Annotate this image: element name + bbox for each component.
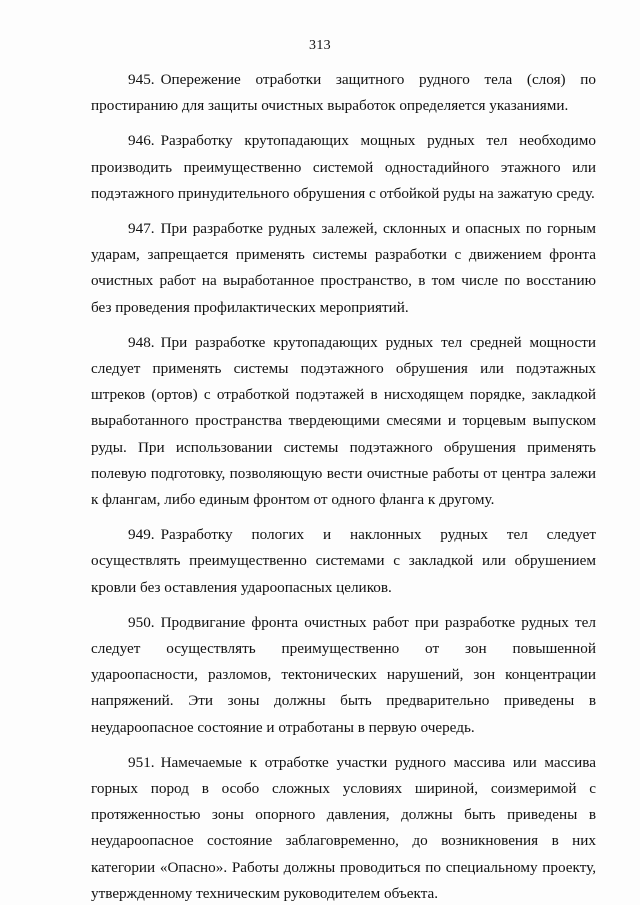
paragraph-number: 947.	[128, 220, 155, 238]
paragraph-949	[91, 522, 596, 601]
paragraph-946	[91, 128, 596, 207]
paragraph-number: 945.	[128, 71, 155, 88]
paragraph-text: Разработку пологих и наклонных рудных тел следует осуществлять преимущественно системами с закладкой или обрушением кровли без оставления удароопасных целиков.	[91, 526, 596, 596]
paragraph-text: Намечаемые к отработке участки рудного массива или массива горных пород в особо сложных условиях шириной, соизмеримой с протяженностью зоны опорного давления, должны быть приведены в неудароопасное состояние заблаговременно, до возникновения в них категории «Опасно». Работы должны проводиться по специальному проекту, утвержденному техническим руководителем объекта.	[91, 753, 596, 902]
paragraph-number: 948.	[128, 333, 155, 351]
document-body	[91, 67, 596, 916]
paragraph-945	[91, 67, 596, 119]
paragraph-948	[91, 330, 596, 513]
paragraph-number: 951.	[128, 753, 155, 771]
paragraph-number: 950.	[128, 613, 155, 631]
paragraph-number: 949.	[128, 526, 155, 544]
page-number: 313	[309, 38, 331, 53]
paragraph-text: Продвигание фронта очистных работ при разработке рудных тел следует осуществлять преимущественно от зон повышенной удароопасности, разломов, тектонических нарушений, зон концентрации напряжений. Эти зоны должны быть предварительно приведены в неудароопасное состояние и отработаны в первую очередь.	[91, 613, 596, 736]
paragraph-text: Опережение отработки защитного рудного тела (слоя) по простиранию для защиты очистных выработок определяется указаниями.	[91, 71, 596, 115]
paragraph-text: Разработку крутопадающих мощных рудных тел необходимо производить преимущественно системой одностадийного этажного или подэтажного принудительного обрушения с отбойкой руды на зажатую среду.	[91, 132, 596, 202]
paragraph-text: При разработке крутопадающих рудных тел средней мощности следует применять системы подэтажного обрушения или подэтажных штреков (ортов) с отработкой подэтажей в нисходящем порядке, закладкой выработанного пространства твердеющими смесями и торцевым выпуском руды. При использовании системы подэтажного обрушения применять полевую подготовку, позволяющую вести очистные работы от центра залежи к флангам, либо единым фронтом от одного фланга к другому.	[91, 333, 596, 509]
paragraph-951	[91, 750, 596, 907]
paragraph-text: При разработке рудных залежей, склонных и опасных по горным ударам, запрещается применять системы разработки с движением фронта очистных работ на выработанное пространство, в том числе по восстанию без проведения профилактических мероприятий.	[91, 220, 596, 316]
paragraph-number: 946.	[128, 132, 155, 150]
paragraph-947	[91, 216, 596, 321]
paragraph-950	[91, 610, 596, 741]
